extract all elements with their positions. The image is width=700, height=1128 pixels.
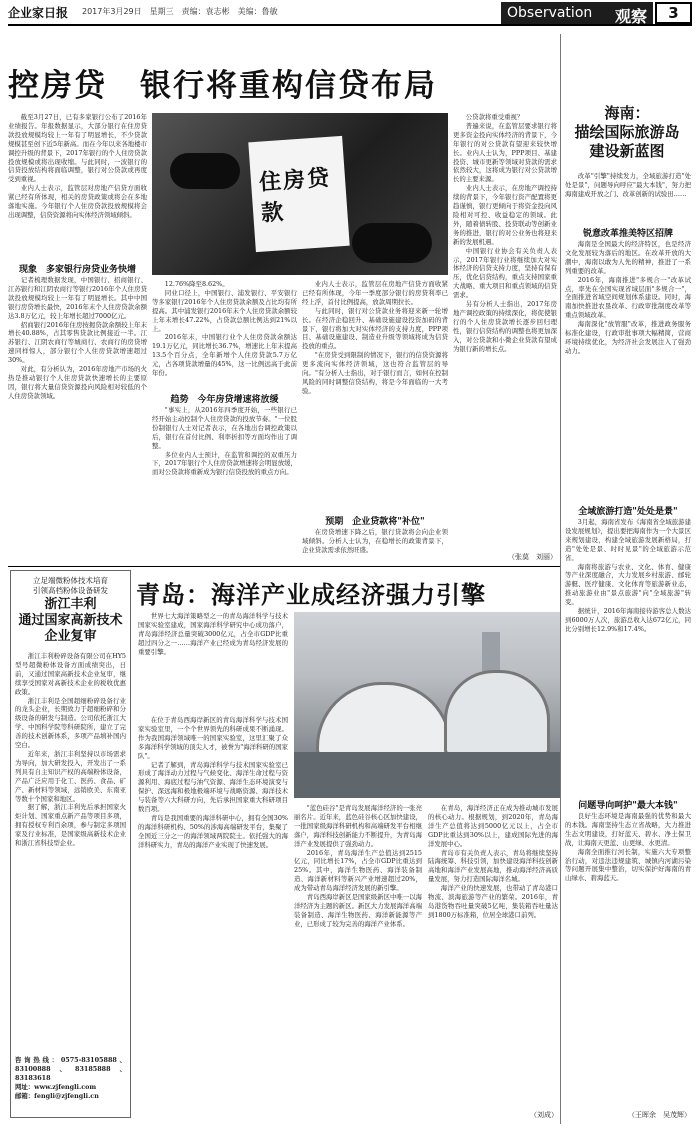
box-kicker	[14, 576, 127, 596]
story1-col3b	[302, 528, 448, 564]
box-body	[15, 652, 126, 1052]
paragraph: "蓝色硅谷"是青岛发展海洋经济的一张亮丽名片。近年来，蓝色硅谷核心区加快建设，一批国家级海洋科研机构和高端研发平台相继落户，海洋科技创新能力不断提升，为青岛海洋产业发展提供了强劲动力。	[294, 804, 422, 848]
story2-headline: 青岛：海洋产业成经济强力引擎	[136, 580, 486, 609]
paragraph: "在房贷受到限制的情况下，银行的信贷资源将更多流向实体经济领域，这也符合监管层的导向。"有分析人士指出，对于银行而言，如何在控制风险的同时调整信贷结构，将是今年面临的一大考验。	[302, 351, 448, 395]
paragraph: 截至3月27日，已有多家银行公布了2016年业绩报告。年报数据显示，大部分银行在住房贷款投放规模均较上一年有了明显增长，不少贷款规模甚至创下近5年新高。而在今年以来各地楼市调控升级的背景下，2017年银行的个人住房贷款投放规模或将出现收缩。与此同时，一波银行的信贷投放结构将面临调整，银行对公贷款或再度受到重视。	[8, 113, 147, 184]
paragraph: 海南深化"放管服"改革，推进政务服务标准化建设，行政审批事项大幅精简，营商环境持续优化，为经济社会发展注入了强劲动力。	[565, 320, 691, 355]
paragraph: 招商银行2016年住房按揭贷款余额较上年末增长40.88%，占其零售贷款比例接近一半。江苏银行、江阴农商行等城商行、农商行的房贷增速同样惊人，部分银行个人住房贷款增速超过30%。	[8, 320, 147, 365]
paragraph: 记者了解到，青岛海洋科学与技术国家实验室已形成了海洋动力过程与气候变化、海洋生命过程与资源利用、海底过程与油气资源、海洋生态环境演变与保护、深远海和极地极端环境与战略资源、海洋技术与装备等六大科研方向，先后承担国家重大科研项目数百项。	[138, 760, 288, 814]
paragraph: 多位业内人士预计，在监管和调控的双重压力下，2017年银行个人住房贷款增速将会明显放缓，而对公贷款将重新成为银行信贷投放的重点方向。	[152, 450, 297, 477]
section-zh: 观察	[614, 7, 647, 26]
paragraph: 青岛市有关负责人表示，青岛将继续坚持陆海统筹、科技引领，加快建设海洋科技创新高地和海洋产业发展高地，推动海洋经济高质量发展，努力打造国际海洋名城。	[428, 848, 558, 884]
paragraph: 12.76%降至8.62%。	[164, 280, 229, 288]
story1-subhead-1: 现象 多家银行房贷业务快增	[18, 265, 136, 275]
sidebar-subhead-3: 问题导向呵护"最大本钱"	[578, 801, 678, 811]
contact-website: 网址：www.zjfengli.com	[15, 1082, 97, 1091]
story2-col3	[428, 804, 558, 1104]
paragraph: 改革"引擎"持续发力，全域旅游打造"处处是景"，问题导向呼应"最大本钱"，努力把海南建成开放之门、改革创新的试验田……	[565, 172, 691, 198]
box-headline-line1: 浙江丰利	[44, 597, 97, 612]
masthead	[8, 2, 692, 26]
sidebar-divider	[560, 34, 561, 1124]
issue-meta: 2017年3月29日 星期三 责编：袁志彬 美编：鲁敏	[82, 7, 278, 16]
sidebar-col1	[565, 240, 691, 502]
paragraph: 青岛是我国重要的海洋科研中心，拥有全国30%的海洋科研机构、50%的涉海高端研发平台，集聚了全国近三分之一的海洋领域两院院士。依托强大的海洋科研实力，青岛的海洋产业实现了快速发展。	[138, 813, 288, 849]
box-headline	[14, 597, 127, 645]
paragraph: 另有分析人士指出，2017年房地产调控政策的持续深化，将促使银行的个人住房贷款增长逐步回归理性，银行信贷结构的调整也将更加深入，对公贷款和小微企业贷款有望成为银行新的增长点。	[453, 300, 557, 353]
section-en: Observation	[507, 5, 593, 21]
paragraph: 据了解，浙江丰利先后承担国家火炬计划、国家重点新产品等项目多项，拥有授权专利百余项，参与制定多项国家及行业标准，是国家级高新技术企业和浙江省科技型企业。	[15, 803, 126, 848]
story2-byline: （刘成）	[530, 1111, 558, 1119]
paragraph: 在房贷增速下降之后，银行贷款将会向企业领域倾斜。分析人士认为，在稳增长的政策背景下，企业贷款需求依然旺盛。	[302, 528, 448, 554]
paper-name: 企业家日报	[8, 6, 69, 20]
paragraph: 3月起，海南省发布《海南省全域旅游建设发展规划》，提出要把海南作为一个大景区来规划建设，构建全域旅游发展新格局，打造"处处是景、时时见景"的全域旅游示范省。	[565, 518, 691, 562]
box-headline-line2: 通过国家高新技术	[18, 613, 123, 628]
dome-building-shape	[444, 670, 550, 756]
box-contact	[15, 1056, 126, 1114]
paragraph: 公贷款将重受重视？	[465, 113, 524, 121]
section-divider	[8, 566, 560, 567]
paragraph: 普遍来说，在监管层要求银行将更多资金投向实体经济的背景下，今年银行的对公贷款有望迎来较快增长。业内人士认为，PPP项目、基建投资、城市更新等领域对贷款的需求依然较大，这将成为银行对公贷款增长的主要来源。	[453, 121, 557, 184]
paragraph: 对此，有分析认为，2016年房地产市场的火热是推动银行个人住房贷款快速增长的主要原因，银行将大量信贷资源投向风险相对较低的个人住房贷款领域。	[8, 365, 147, 400]
story1-headline: 控房贷 银行将重构信贷布局	[8, 68, 437, 104]
ground-shape	[294, 752, 560, 798]
paragraph: 2016年末，中国银行业个人住房贷款余额达19.1万亿元，同比增长36.7%，增速比上年末提高13.5个百分点，全年新增个人住房贷款5.7万亿元，占各项贷款增量的45%，这一比例远高于此前年份。	[152, 333, 297, 378]
story2-intro: 世界七大海洋策略型之一的青岛海洋科学与技术国家实验室建成，国家海洋科学研究中心成功落户，青岛海洋经济总量突破3000亿元，占全市GDP比重超过四分之一……海洋产业已经成为青岛经济发展的重要引擎。	[138, 612, 288, 656]
qingdao-building-photo	[294, 612, 560, 798]
paragraph: 中国银行业协会有关负责人表示，2017年银行业将继续加大对实体经济的信贷支持力度，坚持有保有压，优化信贷结构，重点支持国家重大战略、重大项目和重点领域的信贷需求。	[453, 246, 557, 300]
story1-subhead-2: 趋势 今年房贷增速将放缓	[170, 395, 279, 405]
paragraph: 青岛西海岸新区是国家级新区中唯一以海洋经济为主题的新区。新区大力发展海洋高端装备制造、海洋生物医药、海洋新能源等产业，已形成了较为完善的海洋产业体系。	[294, 893, 422, 928]
paragraph: 浙江丰利粉碎设备有限公司在HY5型号超微粉体设备方面成绩突出，日前，又通过国家高新技术企业复审，继续享受国家对高新技术企业的税收优惠政策。	[15, 652, 126, 696]
sidebar-headline-line2: 描绘国际旅游岛	[574, 123, 680, 141]
paragraph: 在青岛，海洋经济正在成为推动城市发展的核心动力。根据规划，到2020年，青岛海洋生产总值将达到5000亿元以上，占全市GDP比重达到30%以上，建成国际先进的海洋发展中心。	[428, 804, 558, 848]
sidebar-subhead-2: 全域旅游打造"处处是景"	[578, 507, 678, 517]
story1-col3	[302, 280, 448, 506]
paragraph: 同业口径上，中国银行、浦发银行、平安银行等多家银行2016年个人住房贷款余额及占比均有所提高。其中浦发银行2016年末个人住房贷款余额较上年末增长47.22%，占贷款总额比例达到21%以上。	[152, 288, 297, 333]
story2-col1	[138, 716, 288, 1116]
box-kicker-line1: 立足端微粉体技术培育	[33, 576, 108, 585]
story1-col1b	[8, 276, 147, 566]
paragraph: "事实上，从2016年四季度开始，一些银行已经开始主动控制个人住房贷款的投放节奏。"一位股份制银行人士对记者表示，在各地出台调控政策以后，银行在首付比例、利率折扣等方面均作出了调整。	[152, 406, 297, 450]
paragraph: 2016年，青岛海洋生产总值达到2515亿元，同比增长17%，占全市GDP比重达到25%。其中，海洋生物医药、海洋装备制造、海洋新材料等新兴产业增速超过20%，成为带动青岛海洋经济发展的新引擎。	[294, 848, 422, 893]
paragraph: 海洋产业的快速发展，也带动了青岛港口物流、滨海旅游等产业的繁荣。2016年，青岛港货物吞吐量突破5亿吨，集装箱吞吐量达到1800万标准箱，位居全球港口前列。	[428, 884, 558, 919]
paragraph: 海南将旅游与农业、文化、体育、健康等产业深度融合，大力发展乡村旅游、邮轮游艇、医疗健康、文化体育等旅游新业态，推动旅游业由"景点旅游"向"全域旅游"转变。	[565, 562, 691, 607]
housing-loan-photo	[152, 113, 448, 275]
paragraph: 海南全面推行河长制，实施六大专项整治行动，对违法违规建筑、城镇内河湖污染等问题开展集中整治，切实保护好海南的青山绿水、碧海蓝天。	[565, 847, 691, 883]
story1-col2	[152, 280, 297, 380]
loan-sign-text: 住房贷款	[258, 164, 332, 227]
paragraph: 据统计，2016年海南接待游客总人数达到6000万人次，旅游总收入达672亿元，同比分别增长12.9%和17.4%。	[565, 607, 691, 633]
paragraph: 浙江丰利是全国超细粉碎设备行业的龙头企业，长期致力于超细粉碎和分级设备的研发与制造。公司依托浙江大学、中国科学院等科研院所，建立了完善的技术创新体系，多项产品填补国内空白。	[15, 696, 126, 750]
paragraph: 海南是全国最大的经济特区，也是经济文化发展较为落后的地区。在改革开放的大潮中，海南以敢为人先的精神，推进了一系列重要的改革。	[565, 240, 691, 275]
sidebar-intro	[565, 172, 691, 222]
paragraph: 记者梳理数据发现，中国银行、招商银行、江苏银行和江阴农商行等银行2016年个人住房贷款投放规模均较上一年有了明显增长。其中中国银行房贷增长最快，2016年末个人住房贷款余额达3.8万亿元，较上年增长超过7000亿元。	[8, 276, 147, 320]
section-banner	[501, 2, 653, 24]
paragraph: 与此同时，银行对公贷款业务将迎来新一轮增长。在经济企稳回升、基础设施建设投资加码的背景下，银行将加大对实体经济的支持力度，PPP项目、基础设施建设、制造业升级等领域将成为信贷投放的重点。	[302, 306, 448, 351]
loan-sign	[248, 136, 349, 252]
page-number: 3	[655, 2, 692, 24]
sidebar-headline	[563, 104, 691, 161]
story1-col2b	[152, 406, 297, 564]
sidebar-headline-line3: 建设新蓝图	[589, 142, 665, 160]
sidebar-headline-line1: 海南：	[604, 104, 650, 122]
box-kicker-line2: 引领高档粉体设备研发	[33, 586, 108, 595]
paragraph: 业内人士表示，监管层对房地产信贷方面收紧已经有所体现，相关的房贷政策或将会在多地落地实施。今年银行个人住房贷款投放规模将会出现调整，信贷资源将向实体经济领域倾斜。	[8, 184, 147, 219]
story2-col2	[294, 804, 422, 1116]
paragraph: 良好生态环境是海南最强的优势和最大的本钱。海南坚持生态立省战略，大力推进生态文明建设，打好蓝天、碧水、净土保卫战，让海南天更蓝、山更绿、水更清。	[565, 812, 691, 847]
paragraph: 在位于青岛西海岸新区的青岛海洋科学与技术国家实验室里，一个个世界领先的科研成果不断涌现。作为我国海洋领域唯一的国家实验室，这里汇聚了众多海洋科学领域的顶尖人才，被誉为"海洋科研的国家队"。	[138, 716, 288, 760]
paragraph: 业内人士表示，在房地产调控持续的背景下，今年银行资产配置将更趋谨慎，银行更倾向于将资金投向风险相对可控、收益稳定的领域。此外，随着债转股、投贷联动等创新业务的推进，银行的对公业务也将迎来新的发展机遇。	[453, 184, 557, 246]
story1-subhead-3: 预期 企业贷款将"补位"	[325, 517, 425, 527]
box-headline-line3: 企业复审	[44, 629, 97, 644]
dome-building-shape	[316, 682, 452, 758]
paragraph: 近年来，浙江丰利坚持以市场需求为导向，加大研发投入，开发出了一系列具有自主知识产权的高端粉体设备，产品广泛应用于化工、医药、食品、矿产、新材料等领域，远销欧美、东南亚等数十个国家和地区。	[15, 749, 126, 803]
sidebar-col3	[565, 812, 691, 1104]
sidebar-byline: （王晖余 吴茂辉）	[628, 1111, 691, 1119]
microphone-shape	[170, 153, 240, 189]
paragraph: 2016年，海南推进"多规合一"改革试点，率先在全国实现省域层面"多规合一"，全面推进省域空间规划体系建设。同时，海南加快推进农垦改革、行政审批制度改革等重点领域改革。	[565, 275, 691, 320]
microphone-shape	[352, 223, 432, 263]
sidebar-col2	[565, 518, 691, 796]
contact-email: 邮箱：fengli@zjfengli.cn	[15, 1091, 99, 1100]
story1-col4	[453, 113, 557, 523]
paragraph: 业内人士表示，监管层在房地产信贷方面收紧已经有所体现，今年一季度部分银行的房贷利率已经上浮，首付比例提高，放款周期拉长。	[302, 280, 448, 306]
contact-phone: 咨询热线：0575-83105888、83100888、83185888、83183618	[15, 1056, 126, 1082]
sidebar-subhead-1: 锐意改革推美特区招牌	[582, 229, 673, 239]
story1-byline: （张莫 刘丽）	[508, 553, 557, 561]
story1-col1	[8, 113, 147, 258]
